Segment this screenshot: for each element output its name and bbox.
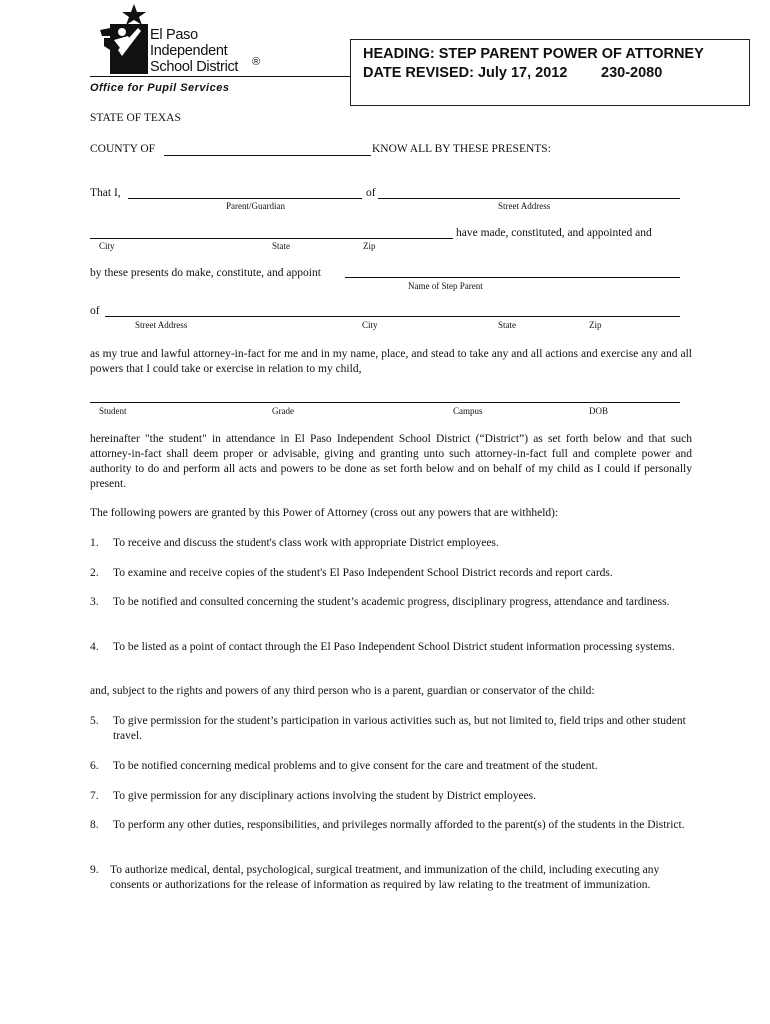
district-logo [92,2,152,74]
city-state-zip-field[interactable] [90,238,453,239]
office-label: Office for Pupil Services [90,82,230,94]
list-item [90,566,692,581]
item-text: To be notified concerning medical problems and to give consent for the care and treatment of the student. [113,760,598,772]
state2-caption: State [498,320,516,330]
item-number: 6. [90,760,99,772]
dob-caption: DOB [589,406,609,416]
item-text: To be listed as a point of contact through the El Paso Independent School District student information processing systems. [113,641,675,653]
step-parent-caption: Name of Step Parent [408,281,483,291]
list-item [90,789,692,804]
by-these-label: by these presents do make, constitute, and appoint [90,267,321,279]
item-number: 9. [90,864,99,876]
city-caption: City [99,241,115,251]
item-text: To examine and receive copies of the student's El Paso Independent School District records and report cards. [113,567,613,579]
item-number: 5. [90,715,99,727]
parent-guardian-caption: Parent/Guardian [226,201,285,211]
list-item [90,818,692,833]
street-address-caption: Street Address [498,201,551,211]
street-address-field[interactable] [378,198,680,199]
list-item [90,640,692,655]
know-all-label: KNOW ALL BY THESE PRESENTS: [372,143,551,155]
hereinafter-paragraph: hereinafter "the student" in attendance in El Paso Independent School District (“District”) as set forth below and that such attorney-in-fact shall deem proper or advisable, giving and granting unto such attorney-in-fact full and complete power and authority to do and perform all acts and powers to be done as set forth below and on behalf of my child as I could if personally present. [90,433,692,490]
form-code: 230-2080 [601,65,663,81]
state-caption: State [272,241,290,251]
header-rule [90,76,350,77]
have-made-label: have made, constituted, and appointed and [456,227,652,239]
item-number: 2. [90,567,99,579]
list-item [90,595,692,610]
attorney-paragraph: as my true and lawful attorney-in-fact for me and in my name, place, and stead to take any and all actions and exercise any and all powers that I could take or exercise in relation to my child, [90,348,692,375]
list-item [90,863,692,893]
org-line2: Independent [150,43,228,59]
district-logo-graphic [92,2,152,74]
item-text: To perform any other duties, responsibilities, and privileges normally afforded to the parent(s) of the students in the District. [113,819,685,831]
step-parent-address-field[interactable] [105,316,680,317]
zip2-caption: Zip [589,320,602,330]
org-name [150,27,238,75]
page-title: HEADING: STEP PARENT POWER OF ATTORNEY [363,46,704,62]
city2-caption: City [362,320,378,330]
item-text: To give permission for the student’s participation in various activities such as, but not limited to, field trips and other student travel. [113,715,686,742]
item-text: To be notified and consulted concerning the student’s academic progress, disciplinary progress, attendance and tardiness. [113,596,670,608]
county-label: COUNTY OF [90,143,156,155]
list-item [90,759,692,774]
item-number: 1. [90,537,99,549]
item-number: 3. [90,596,99,608]
item-number: 7. [90,790,99,802]
heading-box [350,39,750,106]
parent-guardian-field[interactable] [128,198,362,199]
item-number: 8. [90,819,99,831]
campus-caption: Campus [453,406,483,416]
item-text: To receive and discuss the student's class work with appropriate District employees. [113,537,499,549]
item-number: 4. [90,641,99,653]
of-label: of [366,187,376,199]
list-item [90,714,692,744]
grade-caption: Grade [272,406,294,416]
org-line3: School District [150,59,239,75]
step-parent-name-field[interactable] [345,277,680,278]
that-i-label: That I, [90,187,121,199]
item-text: To authorize medical, dental, psychological, surgical treatment, and immunization of the child, including executing any consents or authorizations for the release of information as required by law relating to the treatment of immunization. [110,864,660,891]
street-address2-caption: Street Address [135,320,188,330]
county-field[interactable] [164,155,371,156]
org-line1: El Paso [150,27,198,43]
state-of-texas: STATE OF TEXAS [90,112,181,124]
list-item [90,536,692,551]
and-subject-paragraph: and, subject to the rights and powers of any third person who is a parent, guardian or conservator of the child: [90,685,595,697]
registered-mark: ® [252,56,261,68]
zip-caption: Zip [363,241,376,251]
date-revised: DATE REVISED: July 17, 2012 [363,65,568,81]
of2-label: of [90,305,100,317]
student-caption: Student [99,406,127,416]
item-text: To give permission for any disciplinary actions involving the student by District employees. [113,790,537,802]
powers-intro: The following powers are granted by this Power of Attorney (cross out any powers that are withheld): [90,507,559,519]
student-info-field[interactable] [90,402,680,403]
